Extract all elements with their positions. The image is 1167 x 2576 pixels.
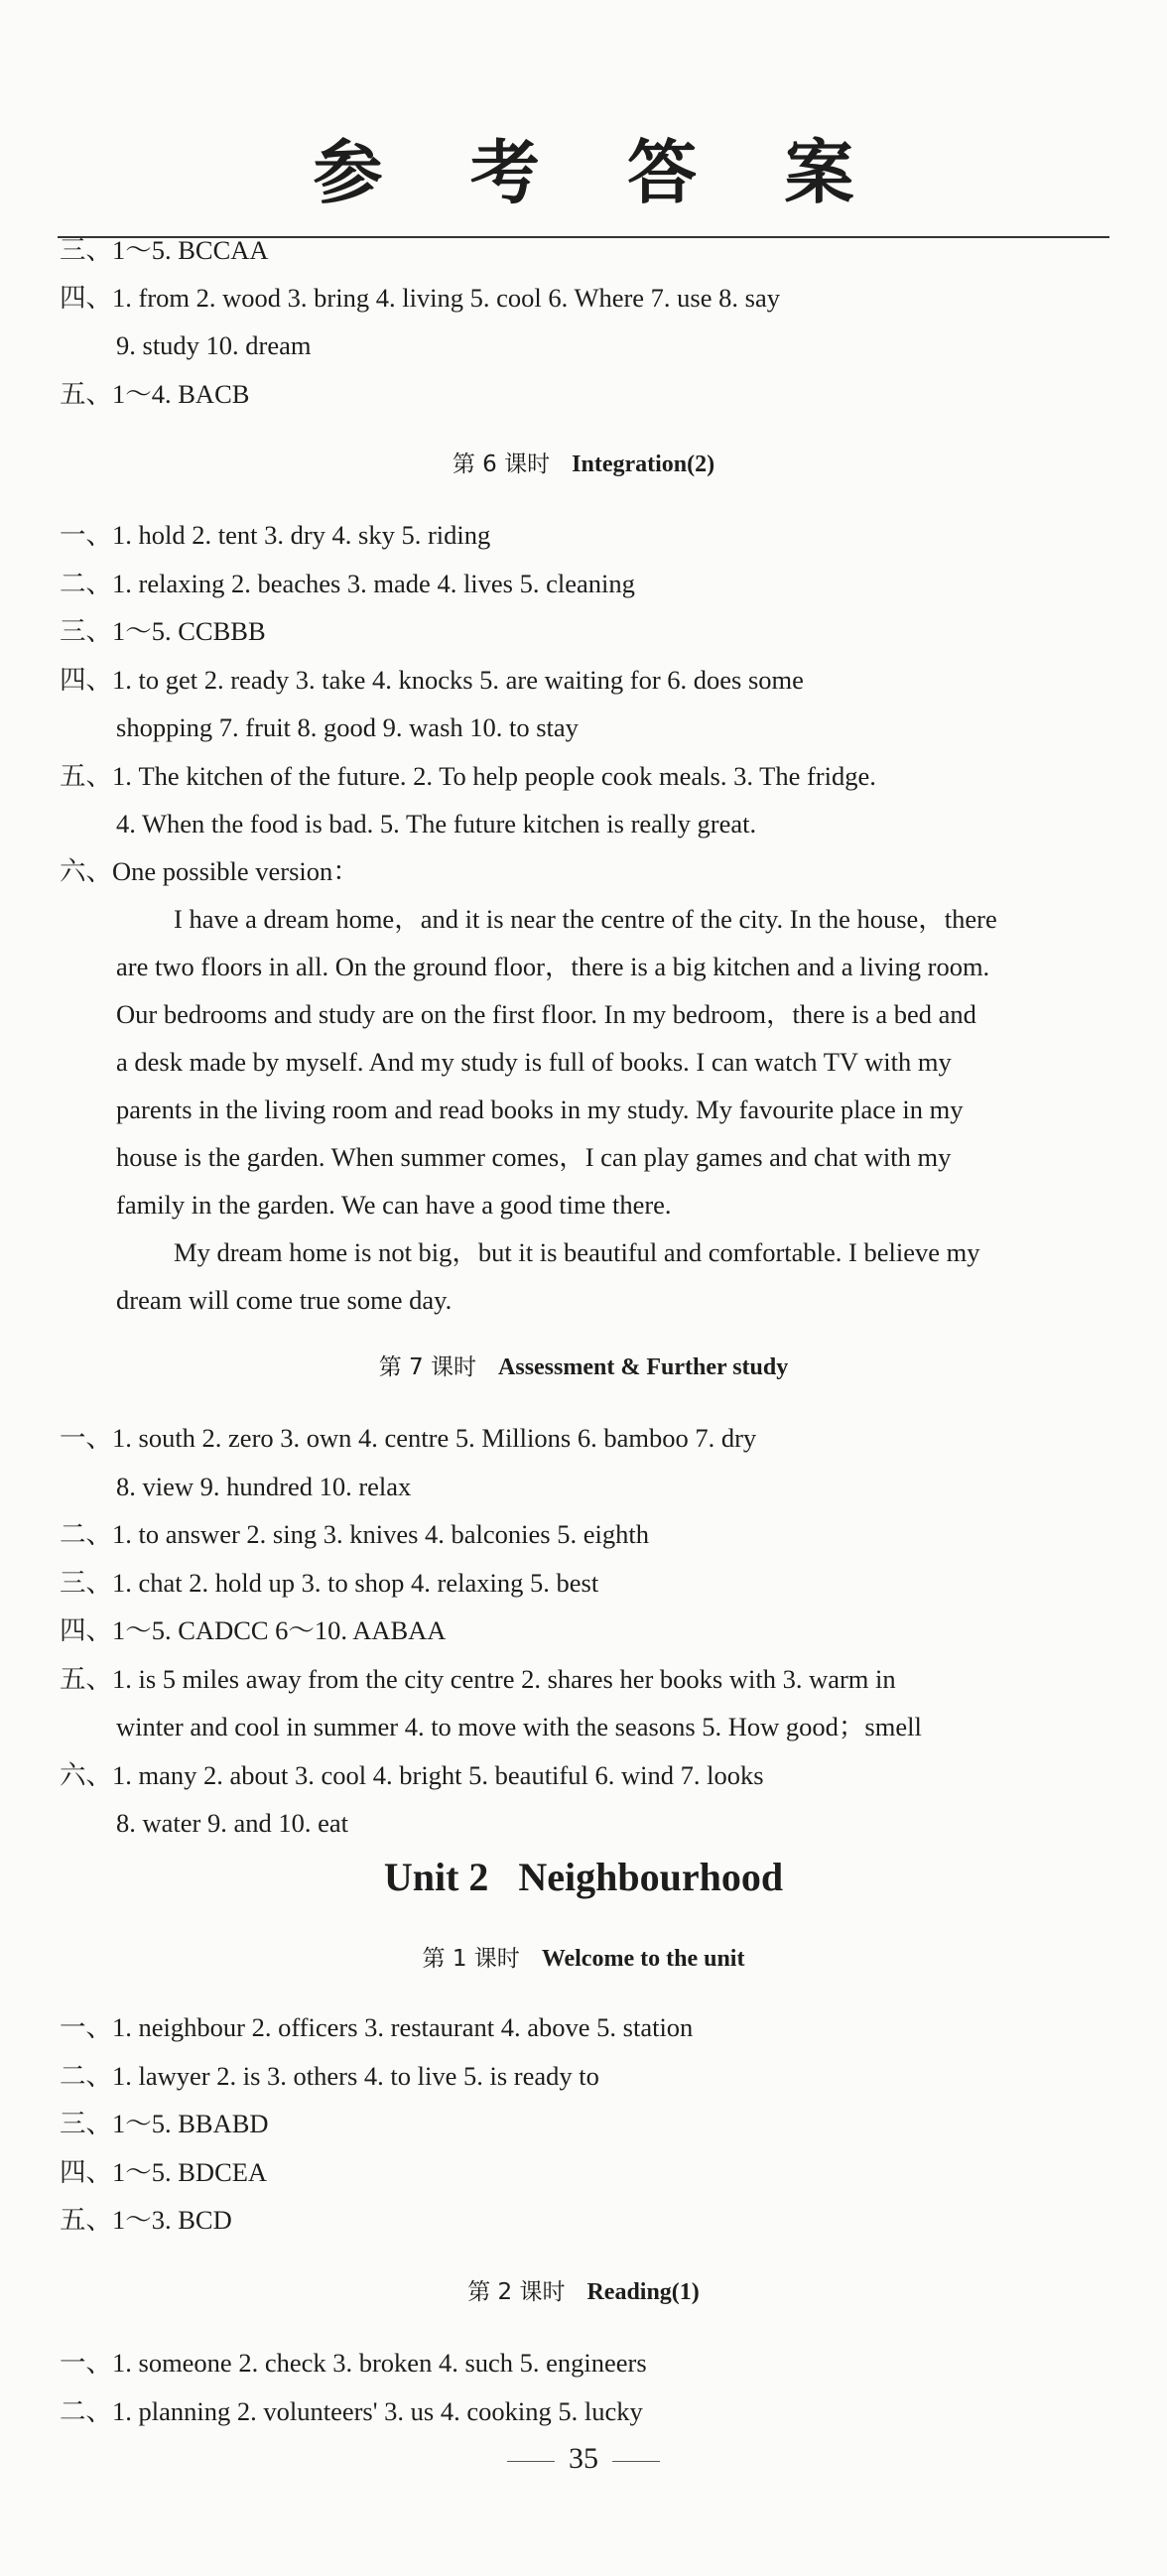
- essay-line: family in the garden. We can have a good time there.: [116, 1190, 672, 1220]
- answer-line: 六、One possible version：: [60, 856, 359, 886]
- answer-line: 4. When the food is bad. 5. The future kitchen is really great.: [116, 809, 757, 838]
- essay-line: My dream home is not big，but it is beautiful and comfortable. I believe my: [174, 1237, 980, 1267]
- essay-line: are two floors in all. On the ground floor，there is a big kitchen and a living room.: [116, 952, 990, 981]
- section-heading: [0, 2272, 1167, 2312]
- answer-line: 五、1. The kitchen of the future. 2. To help people cook meals. 3. The fridge.: [60, 761, 876, 791]
- page-number-dash: [612, 2461, 660, 2462]
- essay-line: parents in the living room and read books in my study. My favourite place in my: [116, 1095, 964, 1124]
- lesson-number: 第 6 课时: [452, 451, 551, 477]
- answer-line: 五、1～4. BACB: [60, 379, 250, 409]
- answer-line: winter and cool in summer 4. to move with the seasons 5. How good；smell: [116, 1712, 922, 1741]
- section-heading: [0, 1939, 1167, 1979]
- page-number: [0, 2439, 1167, 2479]
- answer-line: 一、1. south 2. zero 3. own 4. centre 5. Millions 6. bamboo 7. dry: [60, 1423, 757, 1453]
- answer-line: 四、1～5. CADCC 6～10. AABAA: [60, 1615, 447, 1645]
- answer-line: 三、1. chat 2. hold up 3. to shop 4. relaxing 5. best: [60, 1568, 599, 1598]
- lesson-title: Integration(2): [572, 451, 715, 477]
- unit-heading: [0, 1853, 1167, 1902]
- answer-line: 二、1. relaxing 2. beaches 3. made 4. lives 5. cleaning: [60, 569, 635, 598]
- answer-line: 9. study 10. dream: [116, 330, 312, 360]
- page-number-text: 35: [569, 2442, 598, 2475]
- answer-line: 8. view 9. hundred 10. relax: [116, 1472, 412, 1501]
- answer-line: shopping 7. fruit 8. good 9. wash 10. to stay: [116, 712, 579, 742]
- answer-line: 四、1. from 2. wood 3. bring 4. living 5. cool 6. Where 7. use 8. say: [60, 283, 780, 313]
- essay-line: house is the garden. When summer comes，I can play games and chat with my: [116, 1142, 952, 1172]
- answer-line: 三、1～5. BCCAA: [60, 235, 269, 265]
- lesson-title: Welcome to the unit: [541, 1946, 745, 1972]
- lesson-number: 第 1 课时: [422, 1946, 520, 1972]
- essay-line: dream will come true some day.: [116, 1285, 453, 1315]
- essay-line: I have a dream home，and it is near the centre of the city. In the house，there: [174, 904, 997, 934]
- answer-line: 一、1. someone 2. check 3. broken 4. such 5. engineers: [60, 2348, 647, 2378]
- lesson-title: Assessment & Further study: [498, 1354, 789, 1380]
- answer-line: 二、1. planning 2. volunteers' 3. us 4. cooking 5. lucky: [60, 2396, 643, 2426]
- answer-line: 8. water 9. and 10. eat: [116, 1808, 348, 1838]
- section-heading: [0, 445, 1167, 484]
- answer-line: 五、1～3. BCD: [60, 2205, 232, 2235]
- answer-line: 一、1. hold 2. tent 3. dry 4. sky 5. riding: [60, 520, 491, 550]
- answer-line: 二、1. lawyer 2. is 3. others 4. to live 5. is ready to: [60, 2061, 599, 2091]
- unit-number: Unit 2: [383, 1855, 489, 1899]
- answer-line: 三、1～5. BBABD: [60, 2109, 269, 2138]
- section-heading: [0, 1348, 1167, 1387]
- answer-line: 一、1. neighbour 2. officers 3. restaurant 4. above 5. station: [60, 2012, 694, 2042]
- answer-line: 四、1. to get 2. ready 3. take 4. knocks 5. are waiting for 6. does some: [60, 665, 804, 695]
- page-title: 参 考 答 案: [313, 131, 886, 213]
- answer-line: 二、1. to answer 2. sing 3. knives 4. balconies 5. eighth: [60, 1519, 649, 1549]
- answer-line: 三、1～5. CCBBB: [60, 616, 266, 646]
- answer-line: 五、1. is 5 miles away from the city centre 2. shares her books with 3. warm in: [60, 1664, 896, 1694]
- lesson-title: Reading(1): [586, 2279, 700, 2305]
- unit-title: Neighbourhood: [518, 1855, 784, 1899]
- lesson-number: 第 7 课时: [378, 1354, 477, 1380]
- essay-line: Our bedrooms and study are on the first floor. In my bedroom，there is a bed and: [116, 999, 976, 1029]
- page-number-dash: [507, 2461, 555, 2462]
- answer-line: 四、1～5. BDCEA: [60, 2157, 268, 2187]
- essay-line: a desk made by myself. And my study is full of books. I can watch TV with my: [116, 1047, 952, 1077]
- lesson-number: 第 2 课时: [467, 2279, 566, 2305]
- answer-line: 六、1. many 2. about 3. cool 4. bright 5. beautiful 6. wind 7. looks: [60, 1760, 764, 1790]
